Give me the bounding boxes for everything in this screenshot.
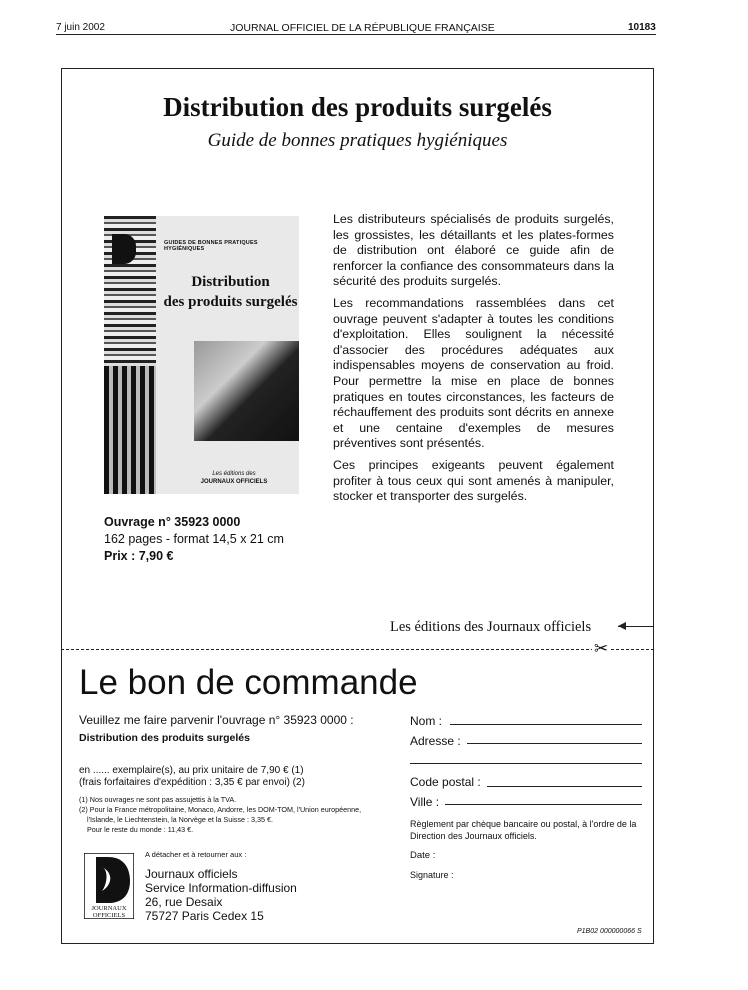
publisher-signature: Les éditions des Journaux officiels — [390, 619, 592, 635]
cover-stripe-pattern-lower — [104, 366, 156, 494]
address-line: 75727 Paris Cedex 15 — [145, 909, 264, 923]
cover-publisher-line1: Les éditions des — [212, 471, 256, 477]
book-price: Prix : 7,90 € — [104, 549, 174, 563]
code-postal-field[interactable] — [487, 786, 642, 787]
cover-series-band: GUIDES DE BONNES PRATIQUES HYGIÉNIQUES — [164, 240, 258, 252]
document-code: P1B02 000000066 S — [577, 928, 642, 935]
journaux-officiels-logo — [84, 853, 134, 919]
description-paragraph: Les recommandations rassemblées dans cet ouvrage peuvent s'adapter à toutes les conditions d'exploitation. Elles soulignent la nécessité d'associer des procédures adéquates aux indispensables moyens de conservation au froid. Pour permettre la mise en place de bonnes pratiques en toutes circonstances, les facteurs de réchauffement des produits sont décrits en annexe et une centaine d'exemples de mesures préventives sont présentés. — [333, 295, 614, 451]
footnote-3: Pour le reste du monde : 11,43 €. — [87, 825, 194, 834]
return-address — [145, 867, 297, 923]
order-quantity-block — [79, 765, 305, 789]
header-rule — [56, 34, 656, 35]
book-cover-image — [104, 216, 299, 494]
description-paragraph: Les distributeurs spécialisés de produits surgelés, les grossistes, les détaillants et les plates-formes de distribution ont élaboré ce guide afin de renforcer la confiance des consommateurs dans la sécurité des produits surgelés. — [333, 212, 614, 289]
adresse-field-line2[interactable] — [410, 763, 642, 764]
cover-title-line2: des produits surgelés — [163, 294, 298, 310]
order-book-title: Distribution des produits surgelés — [79, 732, 250, 744]
book-reference-block — [104, 514, 284, 565]
footnote-2: (2) Pour la France métropolitaine, Monaco, Andorre, les DOM-TOM, l'Union européenne, l'Islande, le Liechtenstein, la Norvège et la Suisse : 3,35 €. — [79, 805, 362, 824]
header-date: 7 juin 2002 — [56, 22, 105, 33]
adresse-field[interactable] — [467, 743, 642, 744]
order-request-text: Veuillez me faire parvenir l'ouvrage n° 35923 0000 : — [79, 713, 354, 727]
cover-publisher-line2: JOURNAUX OFFICIELS — [200, 479, 268, 485]
detach-instruction: A détacher et à retourner aux : — [145, 850, 247, 859]
ad-title: Distribution des produits surgelés — [163, 92, 552, 122]
payment-instructions: Règlement par chèque bancaire ou postal, à l'ordre de la Direction des Journaux officiels. — [410, 819, 637, 841]
address-line: Service Information-diffusion — [145, 881, 297, 895]
cut-line — [61, 649, 654, 650]
description-paragraph: Ces principes exigeants peuvent également profiter à tous ceux qui sont amenés à manipuler, stocker et transporter des surgelés. — [333, 457, 614, 504]
nom-label: Nom : — [410, 714, 443, 728]
book-reference-number: Ouvrage n° 35923 0000 — [104, 515, 241, 529]
cover-publisher — [174, 470, 294, 486]
header-journal-title: JOURNAL OFFICIEL DE LA RÉPUBLIQUE FRANÇAISE — [230, 22, 495, 34]
ville-label: Ville : — [410, 795, 440, 809]
book-details: 162 pages - format 14,5 x 21 cm — [104, 532, 284, 546]
cover-photo — [194, 341, 299, 441]
scissors-icon: ✂ — [594, 639, 609, 658]
ville-field[interactable] — [445, 804, 642, 805]
order-footnotes — [79, 795, 389, 835]
address-line: 26, rue Desaix — [145, 895, 223, 909]
cover-title-line1: Distribution — [191, 274, 270, 290]
date-label: Date : — [410, 850, 436, 861]
code-postal-label: Code postal : — [410, 775, 481, 789]
ad-subtitle: Guide de bonnes pratiques hygiéniques — [207, 130, 508, 151]
adresse-label: Adresse : — [410, 734, 461, 748]
footnote-1: (1) Nos ouvrages ne sont pas assujettis à la TVA. — [79, 795, 237, 804]
signature-label: Signature : — [410, 870, 454, 880]
nom-field[interactable] — [450, 724, 642, 725]
logo-text-journaux: JOURNAUX — [91, 905, 127, 912]
order-quantity-line[interactable]: en ...... exemplaire(s), au prix unitaire de 7,90 € (1) — [79, 765, 304, 776]
order-form-heading: Le bon de commande — [79, 663, 418, 702]
left-arrow-icon — [618, 626, 654, 627]
address-line: Journaux officiels — [145, 867, 238, 881]
order-shipping-line: (frais forfaitaires d'expédition : 3,35 € par envoi) (2) — [79, 777, 305, 788]
ad-description — [333, 212, 614, 511]
logo-text-officiels: OFFICIELS — [92, 912, 126, 919]
header-page-number: 10183 — [628, 22, 656, 33]
cover-logo-icon — [112, 234, 136, 264]
